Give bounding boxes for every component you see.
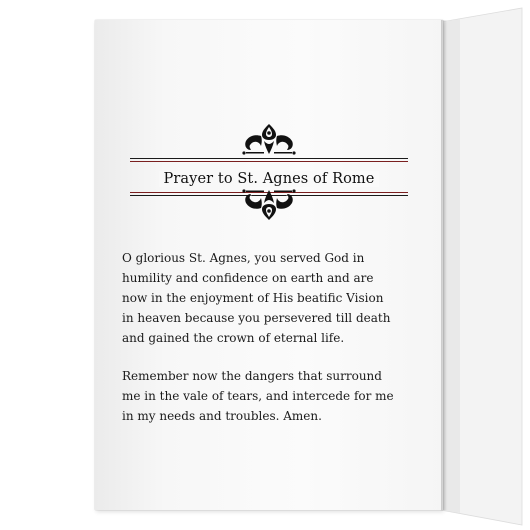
prayer-line: and gained the crown of eternal life. xyxy=(122,331,345,345)
card-fold-shadow xyxy=(441,20,447,510)
prayer-line: me in the vale of tears, and intercede for me xyxy=(122,389,394,403)
prayer-title-text: Prayer to St. Agnes of Rome xyxy=(159,171,380,187)
prayer-line: in heaven because you persevered till death xyxy=(122,311,391,325)
damask-ornament-top-icon xyxy=(240,122,298,158)
card-inner-page xyxy=(95,20,443,510)
prayer-line: now in the enjoyment of His beatific Vision xyxy=(122,291,384,305)
prayer-line: in my needs and troubles. Amen. xyxy=(122,409,322,423)
title-rule-top-red xyxy=(130,161,408,162)
damask-ornament-bottom-icon xyxy=(240,186,298,222)
prayer-line: O glorious St. Agnes, you served God in xyxy=(122,251,365,265)
title-rule-top xyxy=(130,158,408,159)
prayer-line: humility and confidence on earth and are xyxy=(122,271,374,285)
prayer-line: Remember now the dangers that surround xyxy=(122,369,382,383)
prayer-paragraph-2 xyxy=(122,366,422,426)
prayer-body xyxy=(122,248,422,426)
prayer-paragraph-1 xyxy=(122,248,422,348)
paragraph-spacer xyxy=(122,348,422,366)
